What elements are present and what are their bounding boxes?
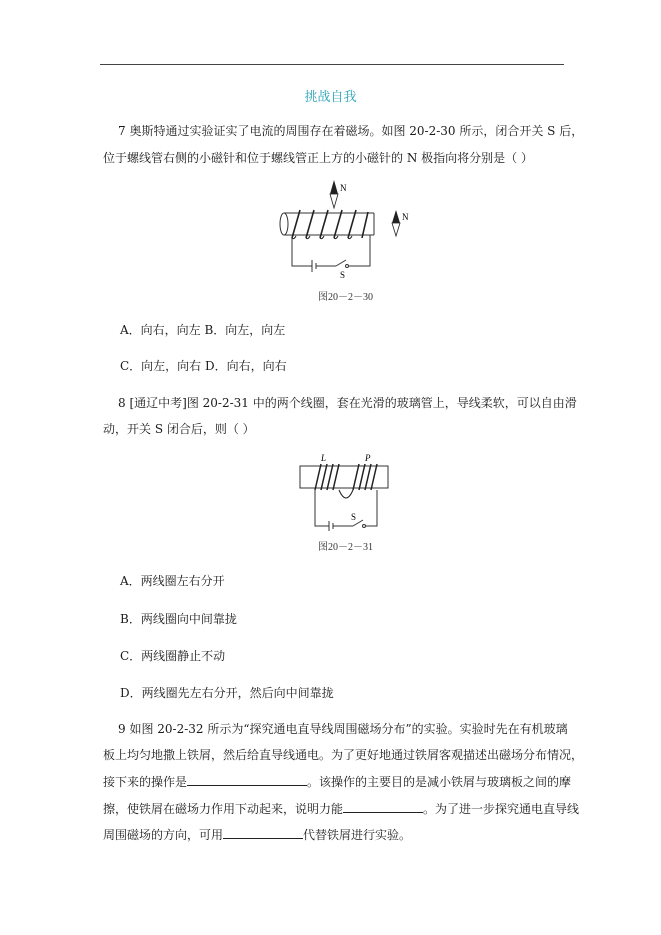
q8-text-line-1: 8 [通辽中考]图 20-2-31 中的两个线圈，套在光滑的玻璃管上，导线柔软，可以自由滑 — [118, 396, 577, 410]
q9-text-line-4 — [103, 800, 579, 817]
header-rule — [100, 64, 564, 65]
coil-l-label: L — [321, 453, 327, 463]
solenoid — [280, 210, 374, 239]
circuit-wires-2 — [315, 490, 377, 531]
q7-text-line-1: 7 奥斯特通过实验证实了电流的周围存在着磁场。如图 20-2-30 所示，闭合开关 S 后， — [118, 124, 584, 138]
q9-text-line-2: 板上均匀地撒上铁屑，然后给直导线通电。为了更好地通过铁屑客观描述出磁场分布情况， — [103, 748, 584, 762]
q9-line3-suffix: 。该操作的主要目的是减小铁屑与玻璃板之间的摩 — [307, 775, 572, 789]
compass-needle-right — [392, 210, 409, 236]
answer-blank-2[interactable] — [343, 800, 423, 813]
q8-option-c: C．两线圈静止不动 — [120, 649, 226, 663]
q9-text-line-5 — [103, 826, 411, 843]
q7-text-line-2: 位于螺线管右侧的小磁针和位于螺线管正上方的小磁针的 N 极指向将分别是（ ） — [103, 151, 533, 165]
q8-option-b: B．两线圈向中间靠拢 — [120, 612, 237, 626]
q9-line5-prefix: 周围磁场的方向，可用 — [103, 828, 224, 842]
circuit-wires — [292, 235, 370, 272]
answer-blank-3[interactable] — [223, 826, 303, 839]
q9-text-line-3 — [103, 773, 571, 790]
switch-s-label: S — [340, 270, 346, 280]
needle-top-n-label: N — [340, 183, 347, 193]
answer-blank-1[interactable] — [187, 773, 307, 786]
figure-20-2-31 — [295, 452, 395, 534]
figure-caption-20-2-31: 图20－2－31 — [318, 542, 373, 553]
flexible-wire — [339, 490, 353, 498]
q8-option-d: D．两线圈先左右分开，然后向中间靠拢 — [120, 686, 334, 700]
needle-right-n-label: N — [402, 212, 409, 222]
q9-text-line-1: 9 如图 20-2-32 所示为“探究通电直导线周围磁场分布”的实验。实验时先在有机玻璃 — [118, 722, 568, 736]
coil-p-label: P — [365, 453, 371, 463]
figure-20-2-30 — [270, 180, 420, 280]
q7-options-cd: C．向左，向右 D．向右，向右 — [120, 359, 287, 373]
glass-tube — [300, 466, 388, 488]
q9-line5-suffix: 代替铁屑进行实验。 — [303, 828, 412, 842]
q9-line4-prefix: 擦，使铁屑在磁场力作用下动起来，说明力能 — [103, 802, 344, 816]
q9-line3-prefix: 接下来的操作是 — [103, 775, 188, 789]
q8-text-line-2: 动，开关 S 闭合后，则（ ） — [103, 422, 255, 436]
q9-line4-suffix: 。为了进一步探究通电直导线 — [423, 802, 580, 816]
compass-needle-top — [330, 180, 347, 208]
section-title: 挑战自我 — [304, 90, 357, 105]
figure-caption-20-2-30: 图20－2－30 — [318, 292, 373, 303]
switch-s-label-2: S — [351, 512, 357, 522]
q7-options-ab: A．向右，向左 B．向左，向左 — [120, 323, 286, 337]
q8-option-a: A．两线圈左右分开 — [120, 574, 225, 588]
